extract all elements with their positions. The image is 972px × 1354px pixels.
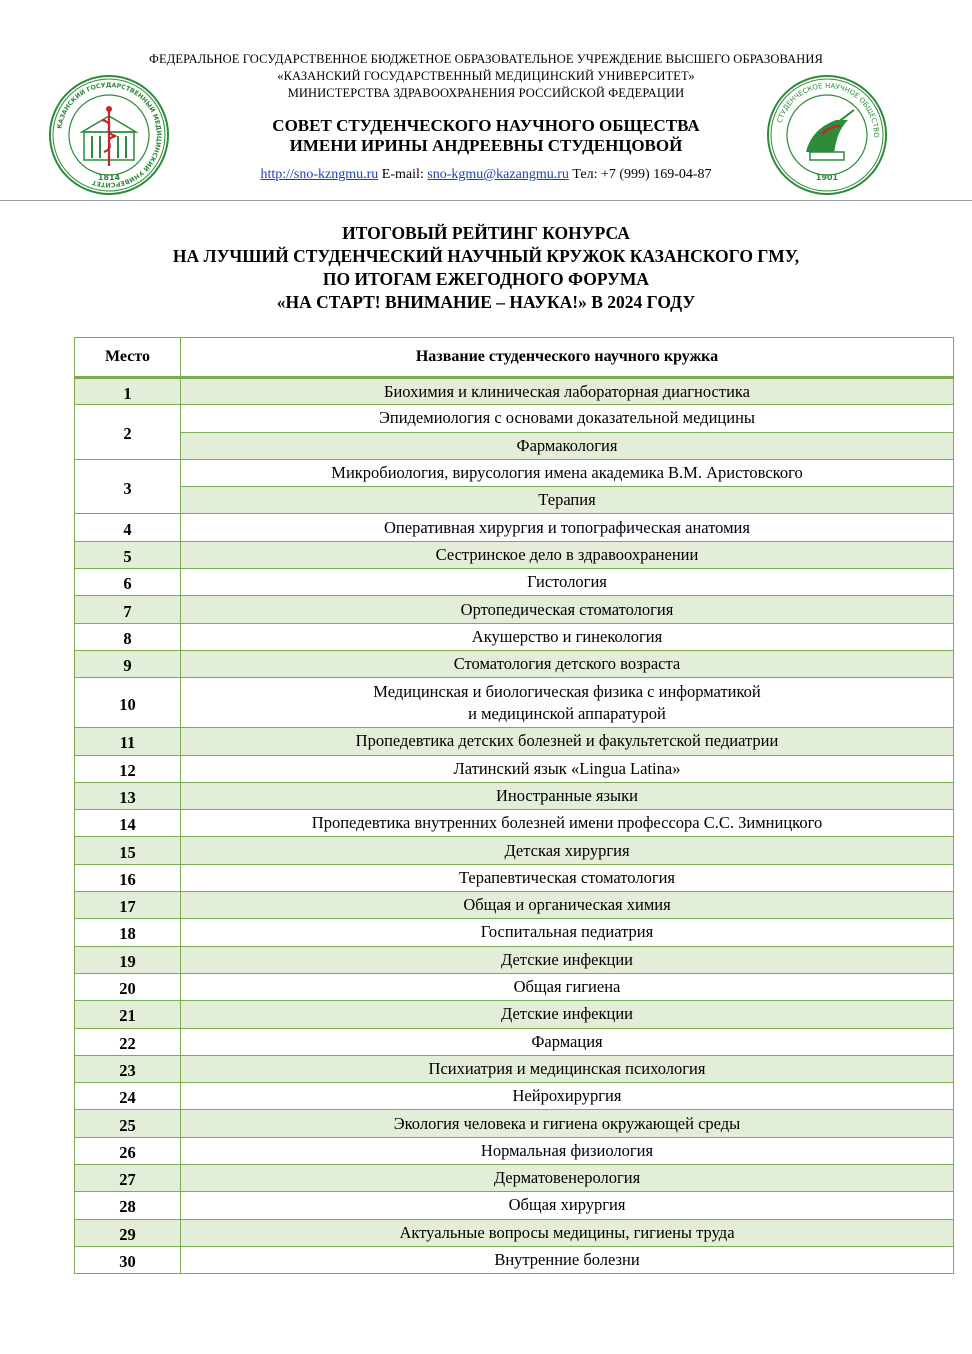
table-row — [75, 810, 954, 837]
table-row — [75, 1165, 954, 1192]
club-name-cell: Фармация — [181, 1028, 954, 1055]
title-line-4: «НА СТАРТ! ВНИМАНИЕ – НАУКА!» В 2024 ГОДУ — [276, 292, 696, 312]
table-row — [75, 432, 954, 459]
phone-text: Тел: +7 (999) 169-04-87 — [572, 167, 712, 182]
header-divider — [0, 200, 972, 201]
table-row — [75, 1028, 954, 1055]
place-cell: 23 — [75, 1055, 181, 1082]
table-row — [75, 1137, 954, 1164]
club-name-cell: Общая хирургия — [181, 1192, 954, 1219]
table-row — [75, 678, 954, 728]
council-title-line-1: СОВЕТ СТУДЕНЧЕСКОГО НАУЧНОГО ОБЩЕСТВА — [272, 116, 700, 135]
table-row — [75, 946, 954, 973]
table-row — [75, 1219, 954, 1246]
table-header-row — [75, 338, 954, 378]
table-row — [75, 1083, 954, 1110]
place-cell: 25 — [75, 1110, 181, 1137]
student-society-seal-logo — [766, 74, 888, 196]
svg-text:СТУДЕНЧЕСКОЕ НАУЧНОЕ ОБЩЕСТВО: СТУДЕНЧЕСКОЕ НАУЧНОЕ ОБЩЕСТВО — [775, 81, 881, 138]
club-name-cell: Актуальные вопросы медицины, гигиены труда — [181, 1219, 954, 1246]
rating-table — [74, 337, 954, 1274]
club-name-cell: Ортопедическая стоматология — [181, 596, 954, 623]
place-cell: 30 — [75, 1246, 181, 1273]
place-cell: 2 — [75, 405, 181, 460]
table-row — [75, 541, 954, 568]
svg-text:1901: 1901 — [815, 173, 839, 182]
rating-table-body — [75, 378, 954, 1274]
place-cell: 13 — [75, 782, 181, 809]
place-cell: 10 — [75, 678, 181, 728]
club-name-cell: Терапевтическая стоматология — [181, 864, 954, 891]
place-cell: 4 — [75, 514, 181, 541]
club-name-cell: Нормальная физиология — [181, 1137, 954, 1164]
place-cell: 22 — [75, 1028, 181, 1055]
club-name-cell: Иностранные языки — [181, 782, 954, 809]
table-row — [75, 864, 954, 891]
place-cell: 29 — [75, 1219, 181, 1246]
table-row — [75, 378, 954, 405]
table-row — [75, 1001, 954, 1028]
club-name-cell: Общая гигиена — [181, 973, 954, 1000]
table-row — [75, 728, 954, 755]
table-row — [75, 837, 954, 864]
table-row — [75, 755, 954, 782]
place-cell: 24 — [75, 1083, 181, 1110]
table-row — [75, 973, 954, 1000]
table-row — [75, 892, 954, 919]
club-name-cell: Терапия — [181, 487, 954, 514]
table-row — [75, 405, 954, 432]
title-line-1: ИТОГОВЫЙ РЕЙТИНГ КОНУРСА — [342, 223, 630, 243]
place-cell: 17 — [75, 892, 181, 919]
place-cell: 8 — [75, 623, 181, 650]
place-cell: 3 — [75, 459, 181, 514]
place-cell: 14 — [75, 810, 181, 837]
place-cell: 11 — [75, 728, 181, 755]
title-line-3: ПО ИТОГАМ ЕЖЕГОДНОГО ФОРУМА — [322, 269, 650, 289]
club-name-cell: Экология человека и гигиена окружающей среды — [181, 1110, 954, 1137]
svg-text:1814: 1814 — [97, 173, 121, 182]
column-header-place: Место — [75, 338, 181, 378]
header-ministry-line-3: МИНИСТЕРСТВА ЗДРАВООХРАНЕНИЯ РОССИЙСКОЙ ФЕДЕРАЦИИ — [287, 86, 685, 100]
club-name-cell: Фармакология — [181, 432, 954, 459]
place-cell: 9 — [75, 650, 181, 677]
place-cell: 16 — [75, 864, 181, 891]
club-name-cell: Гистология — [181, 569, 954, 596]
place-cell: 28 — [75, 1192, 181, 1219]
place-cell: 26 — [75, 1137, 181, 1164]
university-seal-logo — [48, 74, 170, 196]
place-cell: 7 — [75, 596, 181, 623]
document-title — [0, 222, 972, 314]
club-name-cell: Стоматология детского возраста — [181, 650, 954, 677]
club-name-cell: Пропедевтика внутренних болезней имени профессора С.С. Зимницкого — [181, 810, 954, 837]
place-cell: 19 — [75, 946, 181, 973]
column-header-name: Название студенческого научного кружка — [181, 338, 954, 378]
table-row — [75, 459, 954, 486]
club-name-cell: Госпитальная педиатрия — [181, 919, 954, 946]
email-link[interactable]: sno-kgmu@kazangmu.ru — [427, 167, 569, 182]
svg-text:КАЗАНСКИЙ ГОСУДАРСТВЕННЫЙ МЕДИ: КАЗАНСКИЙ ГОСУДАРСТВЕННЫЙ МЕДИЦИНСКИЙ УНИВЕРСИТЕТ — [56, 81, 163, 189]
club-name-cell: Латинский язык «Lingua Latina» — [181, 755, 954, 782]
title-line-2: НА ЛУЧШИЙ СТУДЕНЧЕСКИЙ НАУЧНЫЙ КРУЖОК КАЗАНСКОГО ГМУ, — [172, 246, 800, 266]
club-name-cell: Детские инфекции — [181, 946, 954, 973]
club-name-cell: Эпидемиология с основами доказательной медицины — [181, 405, 954, 432]
place-cell: 1 — [75, 378, 181, 405]
place-cell: 15 — [75, 837, 181, 864]
place-cell: 20 — [75, 973, 181, 1000]
club-name-cell: Дерматовенерология — [181, 1165, 954, 1192]
club-name-cell: Внутренние болезни — [181, 1246, 954, 1273]
club-name-cell: Микробиология, вирусология имена академика В.М. Аристовского — [181, 459, 954, 486]
place-cell: 18 — [75, 919, 181, 946]
header-university-name: «КАЗАНСКИЙ ГОСУДАРСТВЕННЫЙ МЕДИЦИНСКИЙ УНИВЕРСИТЕТ» — [277, 69, 695, 83]
place-cell: 6 — [75, 569, 181, 596]
table-row — [75, 650, 954, 677]
table-row — [75, 1192, 954, 1219]
place-cell: 12 — [75, 755, 181, 782]
club-name-cell: Нейрохирургия — [181, 1083, 954, 1110]
place-cell: 21 — [75, 1001, 181, 1028]
club-name-cell: Детская хирургия — [181, 837, 954, 864]
table-row — [75, 1055, 954, 1082]
club-name-cell: Общая и органическая химия — [181, 892, 954, 919]
place-cell: 27 — [75, 1165, 181, 1192]
table-row — [75, 514, 954, 541]
table-row — [75, 782, 954, 809]
place-cell: 5 — [75, 541, 181, 568]
club-name-cell: Медицинская и биологическая физика с информатикой и медицинской аппаратурой — [181, 678, 954, 728]
table-row — [75, 596, 954, 623]
table-row — [75, 569, 954, 596]
club-name-cell: Детские инфекции — [181, 1001, 954, 1028]
table-row — [75, 919, 954, 946]
club-name-cell: Оперативная хирургия и топографическая анатомия — [181, 514, 954, 541]
website-link[interactable]: http://sno-kzngmu.ru — [260, 167, 379, 182]
club-name-cell: Пропедевтика детских болезней и факультетской педиатрии — [181, 728, 954, 755]
table-row — [75, 487, 954, 514]
club-name-cell: Психиатрия и медицинская психология — [181, 1055, 954, 1082]
club-name-cell: Биохимия и клиническая лабораторная диагностика — [181, 378, 954, 405]
table-row — [75, 1246, 954, 1273]
table-row — [75, 1110, 954, 1137]
club-name-cell: Сестринское дело в здравоохранении — [181, 541, 954, 568]
club-name-cell: Акушерство и гинекология — [181, 623, 954, 650]
header-ministry-line-1: ФЕДЕРАЛЬНОЕ ГОСУДАРСТВЕННОЕ БЮДЖЕТНОЕ ОБРАЗОВАТЕЛЬНОЕ УЧРЕЖДЕНИЕ ВЫСШЕГО ОБРАЗОВАНИЯ — [149, 52, 823, 66]
table-row — [75, 623, 954, 650]
council-title-line-2: ИМЕНИ ИРИНЫ АНДРЕЕВНЫ СТУДЕНЦОВОЙ — [289, 136, 683, 155]
email-label: E-mail: — [381, 167, 424, 182]
